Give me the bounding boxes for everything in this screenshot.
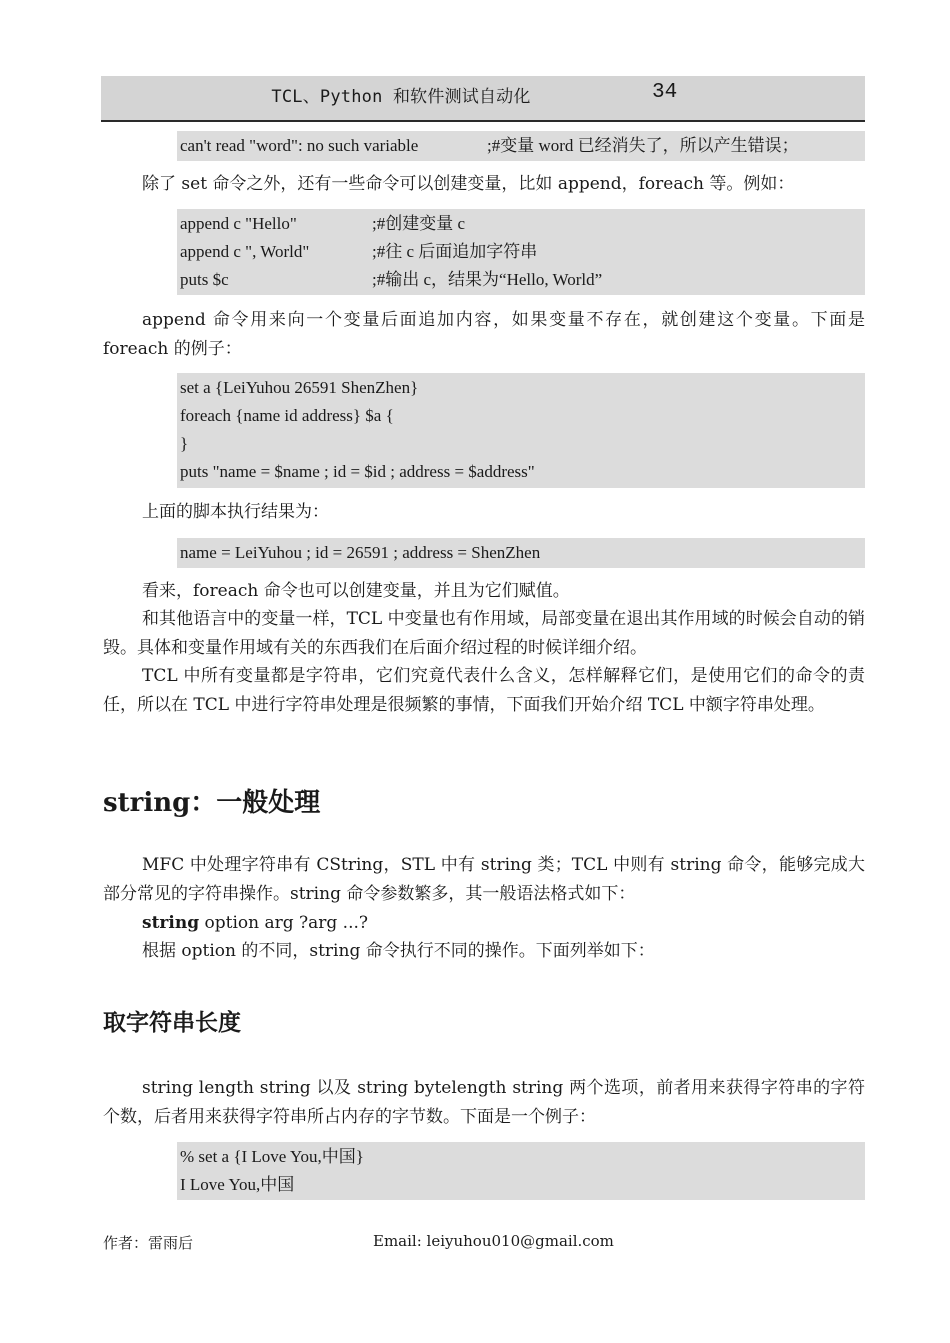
- section-heading: string：一般处理: [103, 788, 321, 818]
- paragraph: MFC 中处理字符串有 CString，STL 中有 string 类；TCL 中则有 string 命令，能够完成大部分常见的字符串操作。string 命令参数繁多，其一般语法格式如下：: [103, 855, 865, 904]
- footer-author: 作者：雷雨后: [103, 1234, 194, 1252]
- code-line: }: [180, 434, 189, 453]
- paragraph: 看来，foreach 命令也可以创建变量，并且为它们赋值。: [142, 581, 570, 601]
- paragraph: append 命令用来向一个变量后面追加内容，如果变量不存在，就创建这个变量。下面是 foreach 的例子：: [103, 310, 865, 359]
- code-line: append c ", World": [180, 242, 310, 261]
- syntax-keyword: string: [142, 913, 200, 933]
- code-line: puts $c: [180, 270, 229, 289]
- syntax-line: [103, 909, 865, 938]
- code-comment: ;#变量 word 已经消失了，所以产生错误；: [487, 136, 799, 155]
- code-line: name = LeiYuhou ; id = 26591 ; address = ShenZhen: [180, 543, 541, 562]
- paragraph: 上面的脚本执行结果为：: [142, 502, 329, 522]
- paragraph: TCL 中所有变量都是字符串，它们究竟代表什么含义，怎样解释它们，是使用它们的命令的责任，所以在 TCL 中进行字符串处理是很频繁的事情，下面我们开始介绍 TCL 中额字符串处理。: [103, 666, 865, 715]
- code-comment: ;#往 c 后面追加字符串: [372, 242, 538, 261]
- code-line: % set a {I Love You,中国}: [180, 1147, 364, 1166]
- page-number: 34: [652, 81, 678, 104]
- code-block-output: [177, 538, 865, 568]
- code-line: append c "Hello": [180, 214, 297, 233]
- syntax-args: option arg ?arg ...?: [199, 913, 369, 933]
- code-comment: ;#创建变量 c: [372, 214, 466, 233]
- code-line: puts "name = $name ; id = $id ; address = $address": [180, 462, 535, 481]
- paragraph: 和其他语言中的变量一样，TCL 中变量也有作用域，局部变量在退出其作用域的时候会自动的销毁。具体和变量作用域有关的东西我们在后面介绍过程的时候详细介绍。: [103, 609, 865, 658]
- code-block-append: [177, 209, 865, 295]
- code-block-error: [177, 131, 865, 161]
- page-header: [101, 76, 865, 122]
- code-block-example: [177, 1142, 865, 1200]
- code-line: foreach {name id address} $a {: [180, 406, 394, 425]
- code-comment: ;#输出 c，结果为“Hello, World”: [372, 270, 603, 289]
- header-title: TCL、Python 和软件测试自动化: [271, 87, 531, 107]
- code-block-foreach: [177, 373, 865, 488]
- code-line: I Love You,中国: [180, 1175, 295, 1194]
- code-line: can't read "word": no such variable: [180, 136, 419, 155]
- paragraph: 除了 set 命令之外，还有一些命令可以创建变量，比如 append，foreach 等。例如：: [142, 174, 795, 194]
- subsection-heading: 取字符串长度: [103, 1010, 241, 1036]
- paragraph: string length string 以及 string bytelength string 两个选项，前者用来获得字符串的字符个数，后者用来获得字符串所占内存的字节数。下面是一个例子：: [103, 1078, 865, 1127]
- paragraph: 根据 option 的不同，string 命令执行不同的操作。下面列举如下：: [142, 941, 655, 961]
- footer-email: Email: leiyuhou010@gmail.com: [373, 1232, 614, 1250]
- code-line: set a {LeiYuhou 26591 ShenZhen}: [180, 378, 419, 397]
